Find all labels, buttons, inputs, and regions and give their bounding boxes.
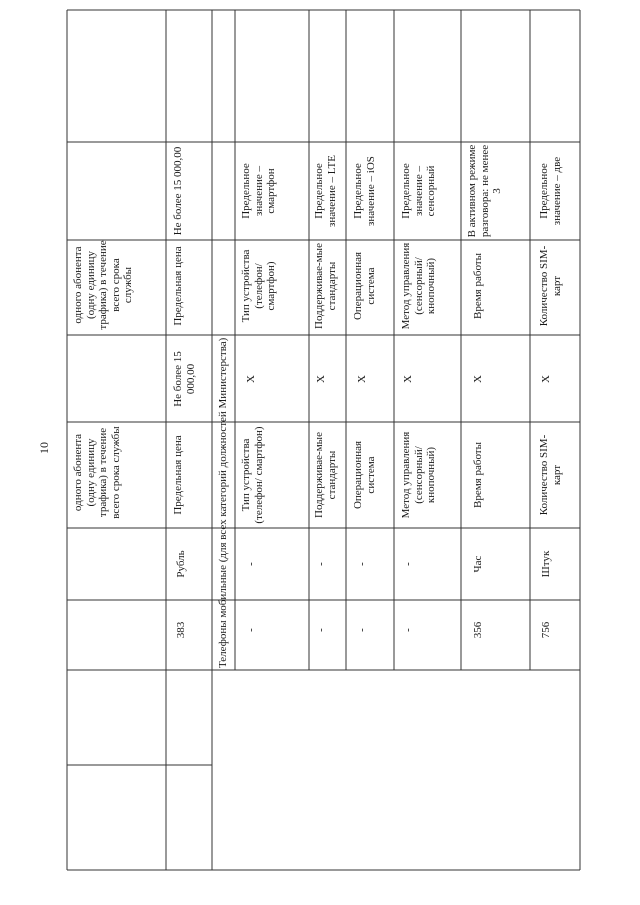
price-value: Не более 15 000,00 xyxy=(172,351,197,407)
row3-value-2: Предельное значение – iOS xyxy=(352,156,377,226)
row4-value-2: Предельное значение – сенсорный xyxy=(400,163,437,219)
row6-code: 756 xyxy=(540,621,552,639)
section-title: Телефоны мобильные (для всех категорий должностей Министерства) xyxy=(217,337,229,668)
row5-characteristic: Время работы xyxy=(472,441,484,509)
row4-unit: - xyxy=(402,562,414,566)
price-characteristic-2: Предельная цена xyxy=(172,246,184,326)
row2-characteristic-2: Поддерживае-мые стандарты xyxy=(313,243,338,329)
row3-characteristic-2: Операционная система xyxy=(352,251,377,321)
row3-characteristic: Операционная система xyxy=(352,440,377,510)
row1-unit: - xyxy=(245,562,257,566)
cell-top-col5: одного абонента (одну единицу трафика) в течение всего срока службы xyxy=(72,240,134,330)
row1-value: X xyxy=(245,375,257,383)
cell-top-col2: одного абонента (одну единицу трафика) в течение всего срока службы xyxy=(72,426,122,519)
price-characteristic: Предельная цена xyxy=(172,435,184,515)
page-number: 10 xyxy=(37,442,51,454)
row3-code: - xyxy=(356,628,368,632)
price-value-2: Не более 15 000,00 xyxy=(172,146,184,236)
row4-characteristic: Метод управления (сенсорный/ кнопочный) xyxy=(400,431,437,519)
row5-unit: Час xyxy=(472,555,484,573)
row1-value-2: Предельное значение – смартфон xyxy=(240,163,277,219)
row4-code: - xyxy=(402,628,414,632)
row2-value: X xyxy=(315,375,327,383)
row1-characteristic: Тип устройства (телефон/ смартфон) xyxy=(240,426,265,524)
price-unit: Рубль xyxy=(175,550,187,578)
row6-characteristic: Количество SIM-карт xyxy=(538,434,563,516)
row1-code: - xyxy=(245,628,257,632)
row3-unit: - xyxy=(356,562,368,566)
row4-value: X xyxy=(402,375,414,383)
row3-value: X xyxy=(356,375,368,383)
row6-characteristic-2: Количество SIM-карт xyxy=(538,245,563,327)
row5-characteristic-2: Время работы xyxy=(472,252,484,320)
row6-value: X xyxy=(540,375,552,383)
row2-characteristic: Поддерживае-мые стандарты xyxy=(313,432,338,518)
row2-code: - xyxy=(315,628,327,632)
row5-code: 356 xyxy=(472,621,484,639)
price-okei-code: 383 xyxy=(175,621,187,639)
row2-unit: - xyxy=(315,562,327,566)
row5-value: X xyxy=(472,375,484,383)
row6-value-2: Предельное значение – две xyxy=(538,156,563,226)
row1-characteristic-2: Тип устройства (телефон/ смартфон) xyxy=(240,249,277,323)
row5-value-2: В активном режиме разговора: не менее 3 xyxy=(466,144,503,238)
row4-characteristic-2: Метод управления (сенсорный/ кнопочный) xyxy=(400,242,437,330)
row6-unit: Штук xyxy=(540,550,552,578)
row2-value-2: Предельное значение – LTE xyxy=(313,155,338,227)
